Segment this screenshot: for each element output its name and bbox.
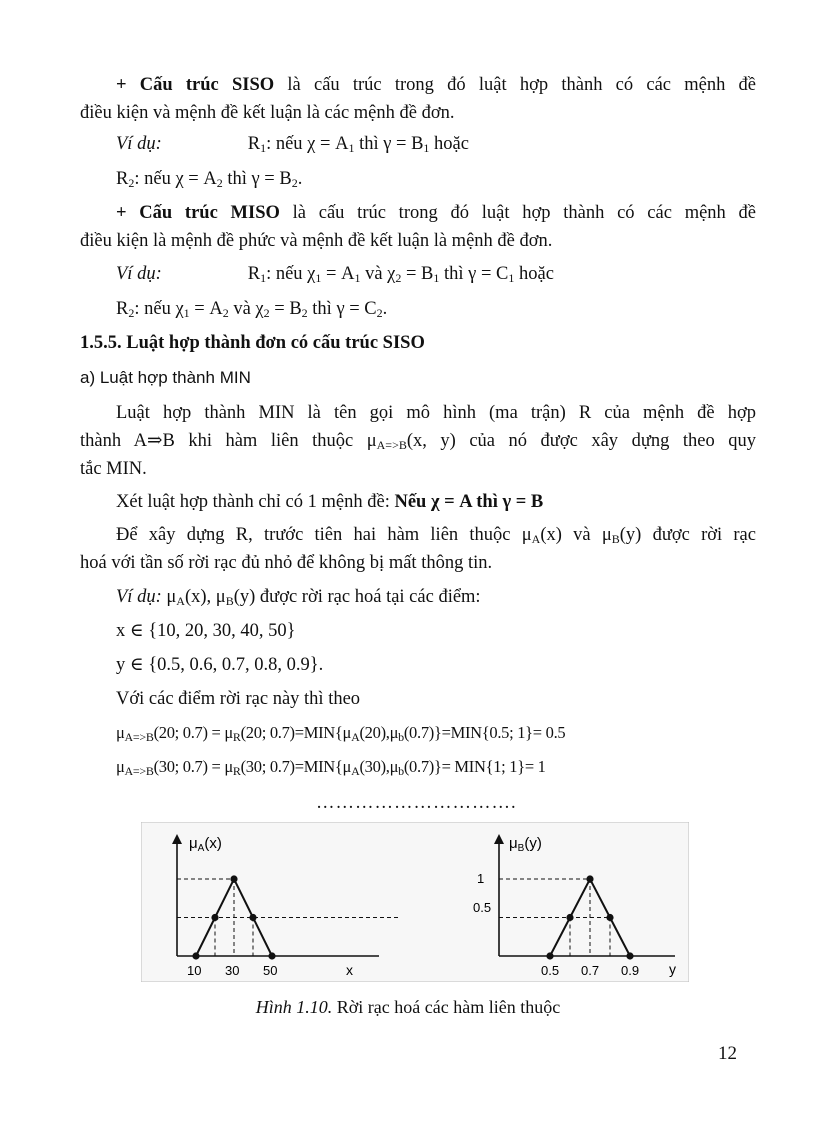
figure-caption: Hình 1.10. Rời rạc hoá các hàm liên thuộc xyxy=(255,997,561,1017)
with-points-line: Với các điểm rời rạc này thì theo xyxy=(116,689,361,709)
miso-lead: + Cấu trúc MISO xyxy=(116,203,280,223)
section-heading: 1.5.5. Luật hợp thành đơn có cấu trúc SISO xyxy=(80,333,425,353)
right-sample-point xyxy=(566,914,573,921)
siso-definition-line1: + Cấu trúc SISO là cấu trúc trong đó luật hợp thành có các mệnh đề xyxy=(116,75,757,95)
set-x: x ∈ {10, 20, 30, 40, 50} xyxy=(116,621,296,641)
left-sample-point xyxy=(230,875,237,882)
left-x-tick-label: 30 xyxy=(225,963,240,978)
miso-example-line2: $R_2$: nếu $\chi_1 = A_2$ và $\chi_2 = B_2$ thì $\gamma = C_2$. xyxy=(116,299,388,320)
min-rule-para-line1: Luật hợp thành MIN là tên gọi mô hình (ma trận) R của mệnh đề hợp xyxy=(116,403,756,423)
left-sample-point xyxy=(249,914,256,921)
miso-definition-line2: điều kiện là mệnh đề phức và mệnh đề kết luận là mệnh đề đơn. xyxy=(80,231,553,251)
discretize-para-line2: hoá với tần số rời rạc đủ nhỏ để không bị mất thông tin. xyxy=(80,553,493,573)
miso-definition-line1: + Cấu trúc MISO là cấu trúc trong đó luật hợp thành có các mệnh đề xyxy=(116,203,757,223)
right-sample-point xyxy=(586,875,593,882)
siso-example-line2: $R_2$: nếu $\chi = A_2$ thì $\gamma = B_2$. xyxy=(116,169,303,190)
right-x-label: y xyxy=(669,961,676,977)
min-rule-para-line2: thành A⇒B khi hàm liên thuộc $\mu_{A=>B}(x$, y) của nó được xây dựng theo quy xyxy=(80,431,756,452)
left-sample-point xyxy=(192,952,199,959)
discretize-example: Ví dụ: $\mu_A(x)$, $\mu_B(y)$ được rời rạc hoá tại các điểm: xyxy=(116,587,481,608)
right-y-label: $\mu_B(y)$ xyxy=(509,835,542,854)
min-rule-para-line3: tắc MIN. xyxy=(80,459,147,479)
right-sample-point xyxy=(606,914,613,921)
left-x-label: x xyxy=(346,962,353,978)
set-y: y ∈ {0.5, 0.6, 0.7, 0.8, 0.9}. xyxy=(116,655,324,675)
right-sample-point xyxy=(546,952,553,959)
left-x-tick-label: 50 xyxy=(263,963,278,978)
membership-function-figure xyxy=(141,822,689,982)
siso-example-line1: Ví dụ: $R_1$: nếu $\chi = A_1$ thì $\gamma = B_1$ hoặc xyxy=(116,134,469,155)
right-y-tick-one: 1 xyxy=(477,871,485,886)
subsection-heading: a) Luật hợp thành MIN xyxy=(80,368,251,387)
left-sample-point xyxy=(211,914,218,921)
right-x-tick-label: 0.9 xyxy=(621,963,640,978)
continuation-dots: …………………………. xyxy=(316,793,517,813)
formula-line1: $\mu_{A=>B}(20$; $0.7) = \mu_R(20$; $0.7)=MIN\{\mu_A(20),\mu_b(0.7)\}=MIN\{0.5$; 1}= 0.5 xyxy=(116,723,566,744)
discretize-para-line1: Để xây dựng R, trước tiên hai hàm liên thuộc $\mu_A(x)$ và $\mu_B(y)$ được rời rạc xyxy=(116,525,756,546)
formula-line2: $\mu_{A=>B}(30$; $0.7) = \mu_R(30$; $0.7)=MIN\{\mu_A(30),\mu_b(0.7)\}= MIN\{1$; 1}= 1 xyxy=(116,757,546,778)
left-y-label: $\mu_A(x)$ xyxy=(189,835,222,854)
siso-definition-line2: điều kiện và mệnh đề kết luận là các mệnh đề đơn. xyxy=(80,103,455,123)
single-clause-rule: Xét luật hợp thành chỉ có 1 mệnh đề: Nếu χ = A thì γ = B xyxy=(116,492,544,512)
miso-example-line1: Ví dụ: $R_1$: nếu $\chi_1 = A_1$ và $\chi_2 = B_1$ thì $\gamma = C_1$ hoặc xyxy=(116,264,554,285)
right-sample-point xyxy=(626,952,633,959)
page-number: 12 xyxy=(718,1043,737,1064)
left-x-tick-label: 10 xyxy=(187,963,202,978)
siso-lead: + Cấu trúc SISO xyxy=(116,75,275,95)
figure-svg xyxy=(141,822,689,982)
left-sample-point xyxy=(268,952,275,959)
right-x-tick-label: 0.5 xyxy=(541,963,560,978)
right-x-tick-label: 0.7 xyxy=(581,963,600,978)
right-y-tick-half: 0.5 xyxy=(473,900,492,915)
